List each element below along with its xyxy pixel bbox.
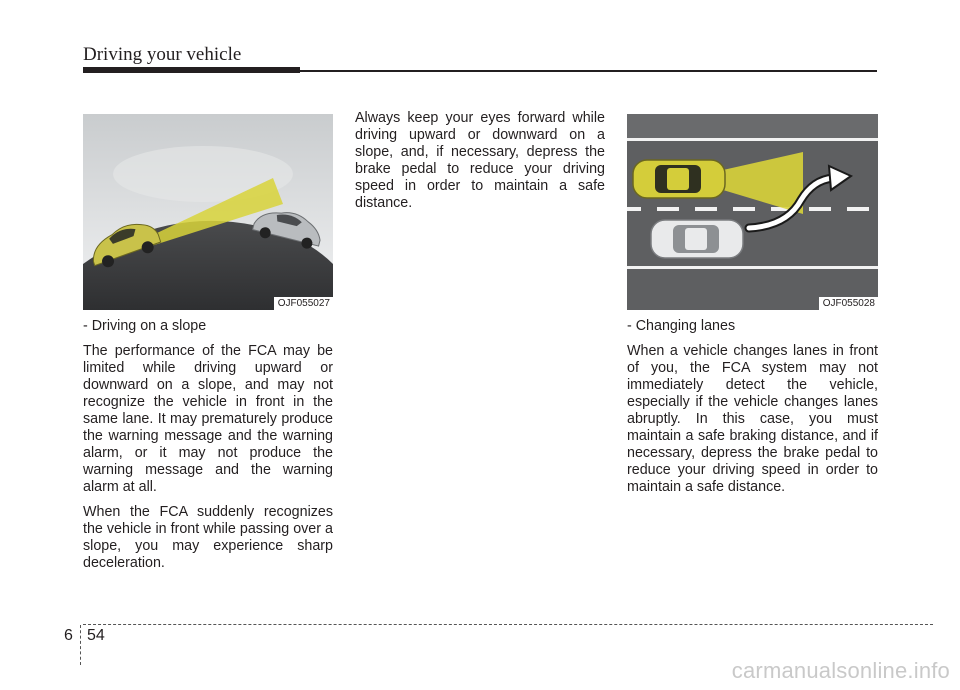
paragraph: When the FCA suddenly recognizes the vehicle in front while passing over a slope, you may experience sharp deceleration. (83, 504, 333, 571)
lane-scene-svg (627, 114, 878, 310)
lane-change-illustration (627, 114, 878, 310)
header-rule-thin (300, 70, 877, 72)
page-number: 54 (87, 627, 105, 644)
edge-line-bottom (627, 266, 878, 269)
watermark: carmanualsonline.info (731, 658, 950, 683)
chapter-number: 6 (64, 627, 73, 644)
right-text-column (627, 318, 878, 504)
white-car (651, 220, 743, 258)
middle-text-column (355, 110, 605, 220)
road-surface (627, 114, 878, 310)
paragraph: Always keep your eyes forward while driving upward or downward on a slope, and, if necessary, depress the brake pedal to reduce your driving speed in order to maintain a safe distance. (355, 110, 605, 211)
slope-scene-svg (83, 114, 333, 310)
paragraph: When a vehicle changes lanes in front of you, the FCA system may not immediately detect the vehicle, especially if the vehicle changes lanes abruptly. In this case, you must maintain a safe braking distance, and if necessary, depress the brake pedal to reduce your driving speed in order to maintain a safe distance. (627, 343, 878, 495)
slope-illustration (83, 114, 333, 310)
header-rule-thick (83, 67, 300, 73)
figure-code-label: OJF055027 (274, 297, 333, 310)
section-heading: - Driving on a slope (83, 318, 207, 334)
paragraph: The performance of the FCA may be limited while driving upward or downward on a slope, and may not recognize the vehicle in front in the same lane. It may prematurely produce the warning message and the warning alarm, or it may not produce the warning message and the warning alarm at all. (83, 343, 333, 495)
page-header-title: Driving your vehicle (83, 44, 242, 65)
footer-rule (83, 624, 933, 625)
road-shoulder-top (627, 114, 878, 138)
left-text-column (83, 318, 333, 580)
footer-divider (80, 625, 81, 665)
section-heading: - Changing lanes (627, 318, 736, 334)
edge-line-top (627, 138, 878, 141)
figure-code-label: OJF055028 (819, 297, 878, 310)
yellow-car-front (633, 160, 725, 198)
